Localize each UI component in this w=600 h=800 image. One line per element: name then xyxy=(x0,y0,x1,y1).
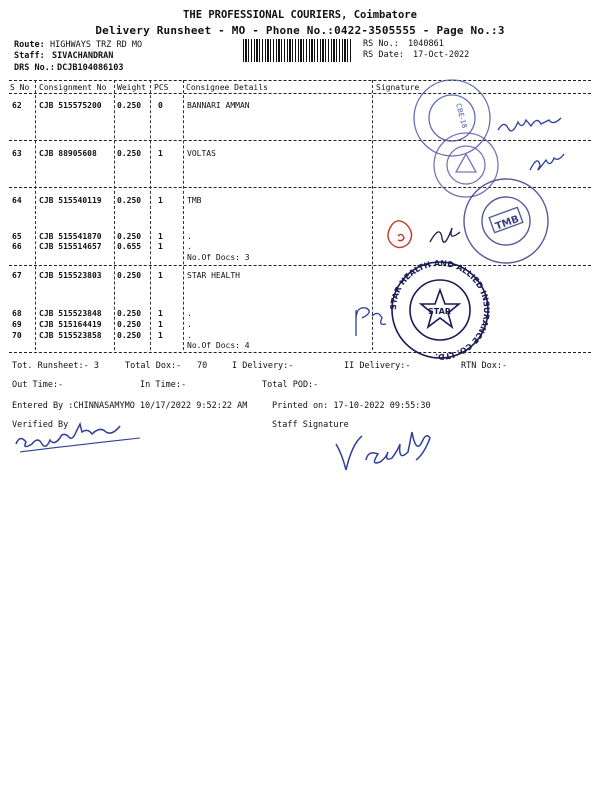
rs-no-label: RS No.: xyxy=(363,39,399,49)
table-row-consignment: CJB 515541870 xyxy=(39,232,102,241)
table-row-sno: 63 xyxy=(12,149,22,158)
staff-signature-label: Staff Signature xyxy=(272,420,349,430)
col-header-signature: Signature xyxy=(376,83,420,92)
table-row-pcs: 1 xyxy=(158,232,163,241)
route-label: Route: xyxy=(14,40,45,50)
table-row-consignee: TMB xyxy=(187,196,202,205)
runsheet-subtitle: Delivery Runsheet - MO - Phone No.:0422-3505555 - Page No.:3 xyxy=(95,24,505,37)
docs-count-note: No.Of Docs: 4 xyxy=(187,341,250,350)
stamp-text: TMB xyxy=(494,213,521,233)
table-row-sno: 65 xyxy=(12,232,22,241)
table-row-sno: 66 xyxy=(12,242,22,251)
table-row-consignment: CJB 515523803 xyxy=(39,271,102,280)
drs-label: DRS No.: xyxy=(14,63,55,73)
table-row-pcs: 1 xyxy=(158,320,163,329)
bannari-amman-stamp xyxy=(414,80,490,156)
table-row-weight: 0.655 xyxy=(117,242,142,251)
stamp-text: CBE-18 xyxy=(454,102,469,130)
table-row-weight: 0.250 xyxy=(117,232,142,241)
drs-value: DCJB104086103 xyxy=(57,63,124,73)
signature-mark xyxy=(530,154,564,170)
total-pod: Total POD:- xyxy=(262,380,319,390)
table-row-consignee: STAR HEALTH xyxy=(187,271,240,280)
signature-mark xyxy=(356,308,386,336)
table-row-consignment: CJB 515540119 xyxy=(39,196,102,205)
table-row-pcs: 1 xyxy=(158,149,163,158)
i-delivery: I Delivery:- xyxy=(232,361,294,371)
docs-count-note: No.Of Docs: 3 xyxy=(187,253,250,262)
table-row-consignee: . xyxy=(187,320,192,329)
table-row-sno: 62 xyxy=(12,101,22,110)
col-header-pcs: PCS xyxy=(154,83,169,92)
verified-by-label: Verified By xyxy=(12,420,69,430)
table-row-consignment: CJB 515523858 xyxy=(39,331,102,340)
table-row-pcs: 1 xyxy=(158,309,163,318)
total-dox-value: 70 xyxy=(197,361,208,371)
table-row-weight: 0.250 xyxy=(117,196,142,205)
staff-signature-mark xyxy=(336,432,430,470)
table-row-consignment: CJB 515514657 xyxy=(39,242,102,251)
handwritten-mark-red xyxy=(388,221,412,248)
col-header-consignment: Consignment No xyxy=(39,83,107,92)
table-row-consignment: CJB 515164419 xyxy=(39,320,102,329)
table-row-pcs: 0 xyxy=(158,101,163,110)
table-row-pcs: 1 xyxy=(158,196,163,205)
table-row-consignee: . xyxy=(187,309,192,318)
out-time: Out Time:- xyxy=(12,380,64,390)
table-row-consignee: . xyxy=(187,331,192,340)
total-dox-label: Total Dox:- xyxy=(125,361,182,371)
table-row-weight: 0.250 xyxy=(117,320,142,329)
rs-date-label: RS Date: xyxy=(363,50,404,60)
printed-on: Printed on: 17-10-2022 09:55:30 xyxy=(272,401,431,411)
table-row-sno: 64 xyxy=(12,196,22,205)
rs-date-value: 17-Oct-2022 xyxy=(413,50,470,60)
table-row-consignment: CJB 88905608 xyxy=(39,149,97,158)
signature-mark xyxy=(430,228,460,242)
company-title: THE PROFESSIONAL COURIERS, Coimbatore xyxy=(183,9,417,21)
stamp-text: STAR xyxy=(428,307,451,316)
table-row-pcs: 1 xyxy=(158,271,163,280)
table-row-pcs: 1 xyxy=(158,242,163,251)
verified-by-signature xyxy=(16,424,120,447)
entered-by: Entered By :CHINNASAMYMO 10/17/2022 9:52:22 AM xyxy=(12,401,248,411)
staff-value: SIVACHANDRAN xyxy=(52,51,114,61)
table-row-consignment: CJB 515523848 xyxy=(39,309,102,318)
table-row-sno: 68 xyxy=(12,309,22,318)
in-time: In Time:- xyxy=(140,380,187,390)
rtn-dox: RTN Dox:- xyxy=(461,361,508,371)
table-row-weight: 0.250 xyxy=(117,331,142,340)
table-row-consignee: . xyxy=(187,242,192,251)
table-row-sno: 69 xyxy=(12,320,22,329)
table-row-pcs: 1 xyxy=(158,331,163,340)
table-row-consignee: VOLTAS xyxy=(187,149,216,158)
table-row-weight: 0.250 xyxy=(117,101,142,110)
table-row-sno: 67 xyxy=(12,271,22,280)
table-row-consignee: . xyxy=(187,232,192,241)
voltas-stamp xyxy=(434,133,498,197)
table-row-consignee: BANNARI AMMAN xyxy=(187,101,250,110)
table-row-sno: 70 xyxy=(12,331,22,340)
ii-delivery: II Delivery:- xyxy=(344,361,411,371)
total-runsheet: Tot. Runsheet:- 3 xyxy=(12,361,99,371)
table-row-weight: 0.250 xyxy=(117,309,142,318)
signature-mark xyxy=(498,118,561,131)
route-value: HIGHWAYS TRZ RD MO xyxy=(50,40,143,50)
rs-no-value: 1040861 xyxy=(408,39,444,49)
staff-label: Staff: xyxy=(14,51,45,61)
col-header-weight: Weight xyxy=(117,83,146,92)
col-header-consignee: Consignee Details xyxy=(186,83,268,92)
stamp-text: STAR HEALTH AND ALLIED INSURANCE CO. LTD. xyxy=(388,258,492,362)
table-row-consignment: CJB 515575200 xyxy=(39,101,102,110)
table-row-weight: 0.250 xyxy=(117,149,142,158)
table-row-weight: 0.250 xyxy=(117,271,142,280)
col-header-sno: S No xyxy=(10,83,30,92)
